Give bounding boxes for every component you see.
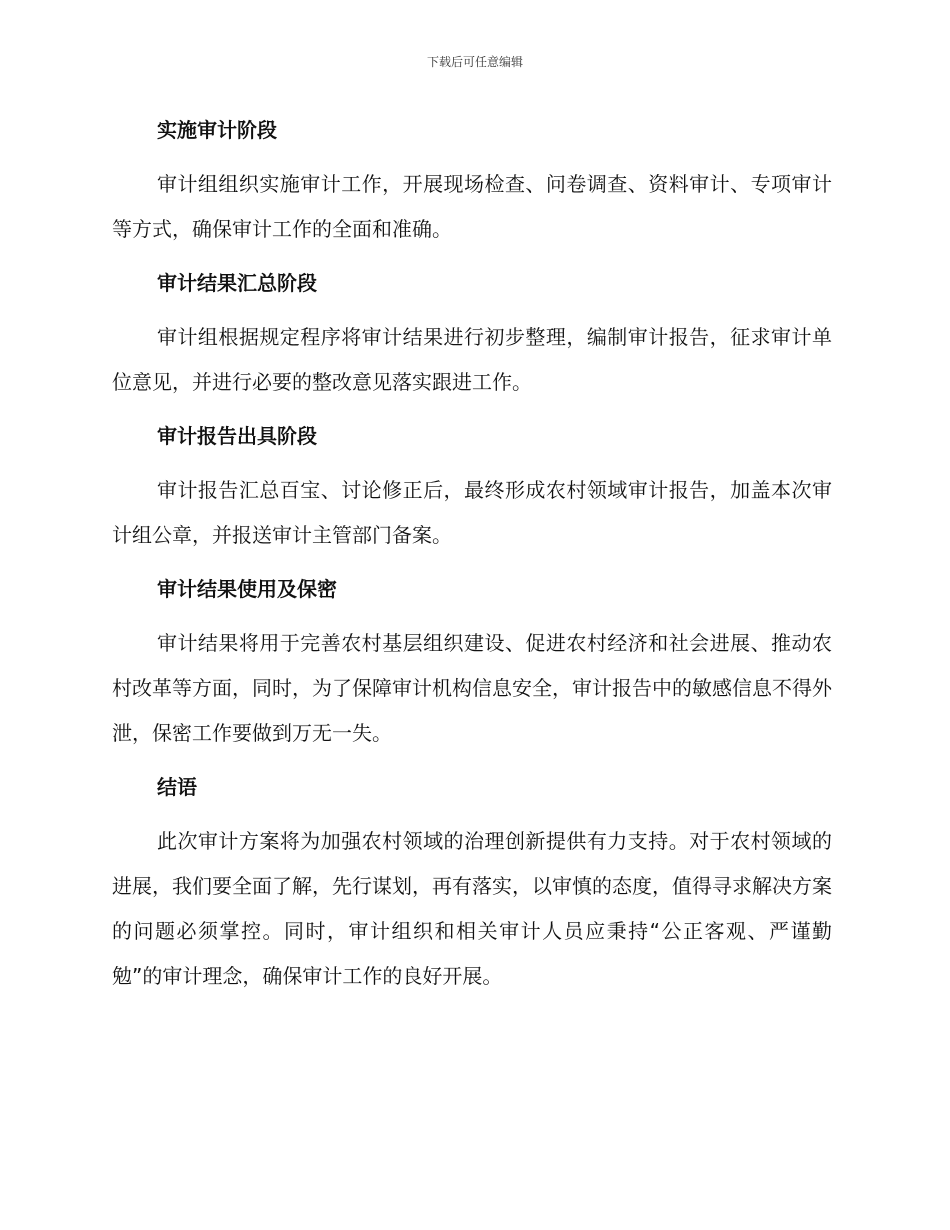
section-heading-report: 审计报告出具阶段 <box>157 424 317 448</box>
page-header: 下载后可任意编辑 <box>426 55 523 69</box>
section-heading-implementation: 实施审计阶段 <box>157 118 277 142</box>
document-content <box>112 112 832 999</box>
section-heading-summary: 审计结果汇总阶段 <box>157 271 317 295</box>
section-body-report: 审计报告汇总百宝、讨论修正后，最终形成农村领域审计报告，加盖本次审计组公章，并报送审计主管部门备案。 <box>112 478 832 547</box>
section-body-summary: 审计组根据规定程序将审计结果进行初步整理，编制审计报告，征求审计单位意见，并进行必要的整改意见落实跟进工作。 <box>112 325 832 394</box>
section-heading-conclusion: 结语 <box>157 775 197 799</box>
section-body-implementation: 审计组组织实施审计工作，开展现场检查、问卷调查、资料审计、专项审计等方式，确保审计工作的全面和准确。 <box>112 172 832 241</box>
section-heading-usage-confidentiality: 审计结果使用及保密 <box>157 577 337 601</box>
section-body-usage-confidentiality: 审计结果将用于完善农村基层组织建设、促进农村经济和社会进展、推动农村改革等方面，同时，为了保障审计机构信息安全，审计报告中的敏感信息不得外泄，保密工作要做到万无一失。 <box>112 631 832 745</box>
section-body-conclusion: 此次审计方案将为加强农村领域的治理创新提供有力支持。对于农村领域的进展，我们要全面了解，先行谋划，再有落实，以审慎的态度，值得寻求解决方案的问题必须掌控。同时，审计组织和相关审计人员应秉持“公正客观、严谨勤勉”的审计理念，确保审计工作的良好开展。 <box>112 829 832 988</box>
